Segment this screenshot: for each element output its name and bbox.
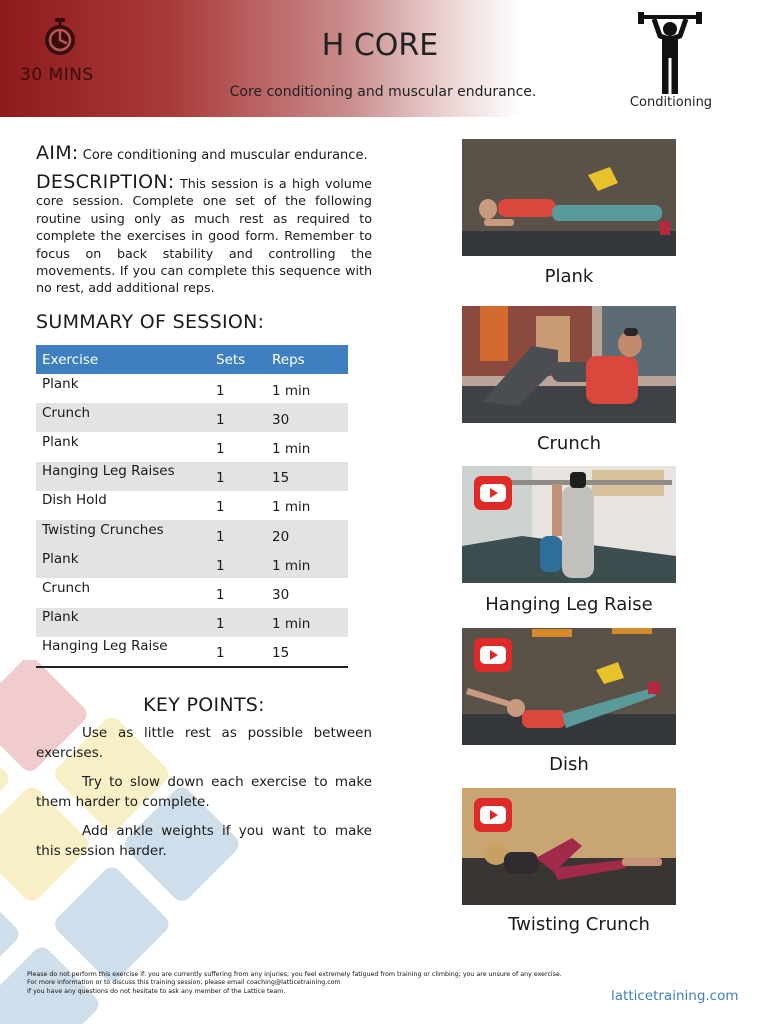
- play-video-icon[interactable]: [474, 798, 512, 832]
- disclaimer: [27, 971, 627, 996]
- aim-section: [36, 142, 372, 164]
- description-text: This session is a high volume core session. Complete one set of the following routine using only as much rest as required to complete the exercises in good form. Remember to focus on back stability and controlling the movements. If you can complete this sequence with no rest, add additional reps.: [36, 176, 372, 296]
- exercise-cell: Crunch: [36, 403, 210, 432]
- table-row: [36, 403, 348, 432]
- reps-cell: 1 min: [272, 440, 311, 457]
- reps-cell: 1 min: [266, 549, 348, 578]
- sets-cell: 1: [210, 520, 266, 549]
- table-header-row: [36, 345, 348, 374]
- sets-cell: 1: [210, 462, 266, 491]
- disclaimer-line: Please do not perform this exercise if: you are currently suffering from any injuries; you feel extremely fatigued from training or climbing; you are unsure of any exercise.: [27, 971, 562, 978]
- crunch-caption: Crunch: [536, 433, 602, 454]
- list-item: Add ankle weights if you want to make this session harder.: [36, 823, 372, 859]
- play-video-icon[interactable]: [474, 476, 512, 510]
- exercise-cell: Twisting Crunches: [36, 520, 210, 549]
- key-points-heading: KEY POINTS:: [143, 694, 265, 716]
- duration-label: 30 MINS: [20, 65, 94, 85]
- reps-cell: 1 min: [272, 382, 311, 399]
- stopwatch-icon: [40, 17, 80, 57]
- exercise-cell: Hanging Leg Raise: [36, 637, 210, 667]
- table-row: [36, 432, 348, 461]
- exercise-cell: Hanging Leg Raises: [36, 462, 210, 491]
- plank-photo: [462, 139, 676, 256]
- aim-text: Core conditioning and muscular endurance.: [82, 148, 368, 163]
- reps-cell: 1 min: [266, 608, 348, 637]
- exercise-cell: Crunch: [42, 579, 91, 596]
- sets-cell: 1: [210, 637, 266, 667]
- disclaimer-line: If you have any questions do not hesitate to ask any member of the Lattice team.: [27, 987, 286, 995]
- twisting-crunch-photo: [462, 788, 676, 905]
- table-row: [36, 374, 348, 403]
- column-header-reps: Reps: [266, 345, 348, 374]
- table-row: [36, 491, 348, 520]
- sets-cell: 1: [210, 608, 266, 637]
- sets-cell: 1: [216, 499, 225, 516]
- exercise-cell: Dish Hold: [42, 492, 107, 509]
- crunch-photo: [462, 306, 676, 423]
- twisting-crunch-caption: Twisting Crunch: [508, 914, 650, 935]
- plank-caption: Plank: [544, 266, 594, 287]
- page-subtitle: Core conditioning and muscular endurance.: [229, 84, 537, 100]
- column-header-sets: Sets: [210, 345, 266, 374]
- dish-caption: Dish: [549, 754, 589, 775]
- play-video-icon[interactable]: [474, 638, 512, 672]
- sets-cell: 1: [216, 586, 225, 603]
- table-row: [36, 462, 348, 491]
- exercise-cell: Plank: [36, 608, 210, 637]
- sets-cell: 1: [216, 382, 225, 399]
- website-link[interactable]: latticetraining.com: [611, 988, 739, 1004]
- reps-cell: 30: [266, 403, 348, 432]
- reps-cell: 20: [266, 520, 348, 549]
- disclaimer-line: For more information or to discuss this training session, please email coaching@latticetraining.com: [27, 979, 341, 987]
- column-header-exercise: Exercise: [36, 345, 210, 374]
- session-table: [36, 345, 348, 668]
- list-item: Try to slow down each exercise to make them harder to complete.: [36, 774, 372, 810]
- reps-cell: 30: [272, 586, 290, 603]
- list-item: Use as little rest as possible between exercises.: [36, 725, 372, 761]
- exercise-cell: Plank: [42, 433, 79, 450]
- page-title: H CORE: [321, 28, 439, 63]
- category-label: Conditioning: [629, 95, 713, 110]
- table-row: [36, 549, 348, 578]
- key-points-list: [36, 723, 372, 870]
- reps-cell: 15: [266, 637, 348, 667]
- table-row: [36, 608, 348, 637]
- reps-cell: 15: [266, 462, 348, 491]
- description-section: [36, 171, 372, 297]
- sets-cell: 1: [210, 549, 266, 578]
- exercise-cell: Plank: [36, 549, 210, 578]
- reps-cell: 1 min: [272, 499, 311, 516]
- sets-cell: 1: [210, 403, 266, 432]
- table-row: [36, 520, 348, 549]
- aim-label: AIM:: [36, 142, 79, 164]
- hanging-leg-raise-photo: [462, 466, 676, 583]
- weightlifter-icon: [636, 12, 704, 94]
- dish-photo: [462, 628, 676, 745]
- table-row: [36, 637, 348, 667]
- exercise-cell: Plank: [42, 375, 79, 392]
- sets-cell: 1: [216, 440, 225, 457]
- hanging-leg-raise-caption: Hanging Leg Raise: [485, 594, 653, 615]
- table-row: [36, 578, 348, 607]
- description-label: DESCRIPTION:: [36, 171, 175, 193]
- summary-heading: SUMMARY OF SESSION:: [36, 311, 265, 333]
- header-banner: [0, 0, 768, 117]
